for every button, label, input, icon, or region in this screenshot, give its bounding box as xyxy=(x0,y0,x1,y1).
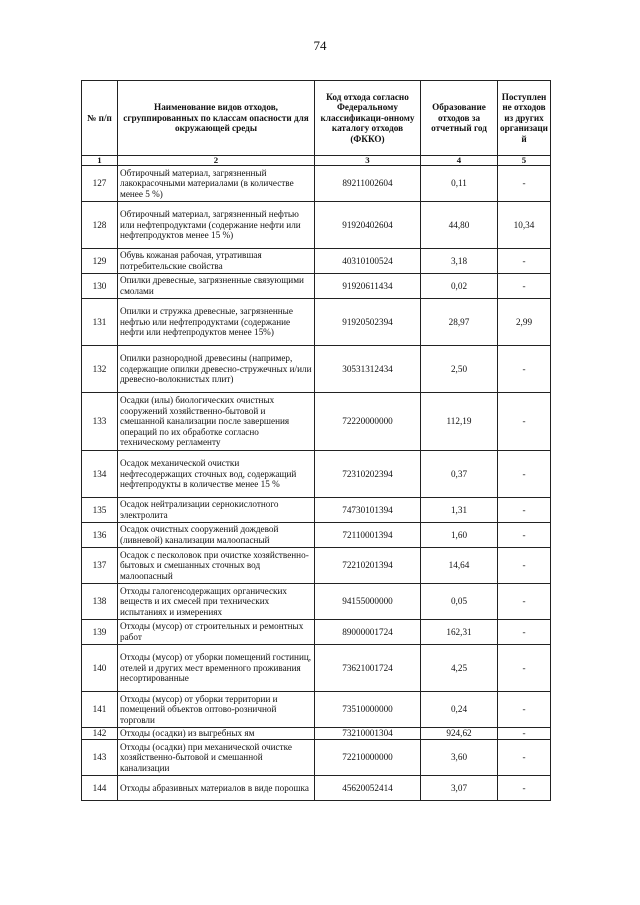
header-code: Код отхода согласно Федеральному классификаци-онному каталогу отходов (ФККО) xyxy=(315,81,421,156)
table-row xyxy=(82,166,551,202)
generated-amount: 3,07 xyxy=(421,776,498,801)
fkko-code: 94155000000 xyxy=(315,584,421,620)
fkko-code: 45620052414 xyxy=(315,776,421,801)
waste-name: Обувь кожаная рабочая, утратившая потребительские свойства xyxy=(118,249,315,274)
row-number: 134 xyxy=(82,451,118,498)
generated-amount: 0,11 xyxy=(421,166,498,202)
received-amount: - xyxy=(498,451,551,498)
fkko-code: 73510000000 xyxy=(315,692,421,728)
row-number: 128 xyxy=(82,202,118,249)
table-row xyxy=(82,393,551,451)
row-number: 142 xyxy=(82,728,118,740)
table-row xyxy=(82,584,551,620)
table-row xyxy=(82,692,551,728)
waste-name: Отходы (осадки) при механической очистке хозяйственно-бытовой и смешанной канализации xyxy=(118,740,315,776)
table-row xyxy=(82,346,551,393)
fkko-code: 74730101394 xyxy=(315,498,421,523)
waste-name: Осадки (илы) биологических очистных сооружений хозяйственно-бытовой и смешанной канализации после завершения операций по их обработке согласно техническому регламенту xyxy=(118,393,315,451)
column-number: 4 xyxy=(421,156,498,166)
received-amount: - xyxy=(498,620,551,645)
received-amount: - xyxy=(498,523,551,548)
generated-amount: 112,19 xyxy=(421,393,498,451)
fkko-code: 72220000000 xyxy=(315,393,421,451)
table-row xyxy=(82,776,551,801)
waste-name: Отходы (мусор) от строительных и ремонтных работ xyxy=(118,620,315,645)
table-row xyxy=(82,523,551,548)
generated-amount: 28,97 xyxy=(421,299,498,346)
waste-name: Осадок с песколовок при очистке хозяйственно-бытовых и смешанных сточных вод малоопасный xyxy=(118,548,315,584)
row-number: 136 xyxy=(82,523,118,548)
received-amount: - xyxy=(498,645,551,692)
received-amount: - xyxy=(498,346,551,393)
row-number: 144 xyxy=(82,776,118,801)
generated-amount: 3,60 xyxy=(421,740,498,776)
generated-amount: 0,37 xyxy=(421,451,498,498)
waste-name: Опилки древесные, загрязненные связующими смолами xyxy=(118,274,315,299)
fkko-code: 72210000000 xyxy=(315,740,421,776)
column-number: 1 xyxy=(82,156,118,166)
fkko-code: 40310100524 xyxy=(315,249,421,274)
waste-name: Отходы галогенсодержащих органических веществ и их смесей при технических испытаниях и измерениях xyxy=(118,584,315,620)
table-row xyxy=(82,249,551,274)
waste-name: Отходы абразивных материалов в виде порошка xyxy=(118,776,315,801)
waste-name: Опилки и стружка древесные, загрязненные нефтью или нефтепродуктами (содержание нефти или нефтепродуктов менее 15%) xyxy=(118,299,315,346)
header-received: Поступлен не отходов из других организаци й xyxy=(498,81,551,156)
waste-name: Осадок очистных сооружений дождевой (ливневой) канализации малоопасный xyxy=(118,523,315,548)
fkko-code: 91920402604 xyxy=(315,202,421,249)
received-amount: - xyxy=(498,692,551,728)
table-row xyxy=(82,451,551,498)
waste-name: Осадок нейтрализации сернокислотного электролита xyxy=(118,498,315,523)
generated-amount: 1,60 xyxy=(421,523,498,548)
generated-amount: 162,31 xyxy=(421,620,498,645)
fkko-code: 91920502394 xyxy=(315,299,421,346)
generated-amount: 0,02 xyxy=(421,274,498,299)
generated-amount: 2,50 xyxy=(421,346,498,393)
generated-amount: 44,80 xyxy=(421,202,498,249)
column-numbers-row xyxy=(82,156,551,166)
table-row xyxy=(82,299,551,346)
received-amount: - xyxy=(498,166,551,202)
fkko-code: 73210001304 xyxy=(315,728,421,740)
generated-amount: 4,25 xyxy=(421,645,498,692)
waste-name: Опилки разнородной древесины (например, содержащие опилки древесно-стружечных и/или древесно-волокнистых плит) xyxy=(118,346,315,393)
row-number: 131 xyxy=(82,299,118,346)
received-amount: - xyxy=(498,249,551,274)
received-amount: 10,34 xyxy=(498,202,551,249)
generated-amount: 1,31 xyxy=(421,498,498,523)
row-number: 140 xyxy=(82,645,118,692)
waste-table xyxy=(81,80,551,801)
fkko-code: 72310202394 xyxy=(315,451,421,498)
row-number: 130 xyxy=(82,274,118,299)
table-row xyxy=(82,620,551,645)
column-number: 3 xyxy=(315,156,421,166)
table-row xyxy=(82,548,551,584)
waste-name: Отходы (мусор) от уборки территории и помещений объектов оптово-розничной торговли xyxy=(118,692,315,728)
header-name: Наименование видов отходов, сгруппированных по классам опасности для окружающей среды xyxy=(118,81,315,156)
generated-amount: 0,05 xyxy=(421,584,498,620)
fkko-code: 30531312434 xyxy=(315,346,421,393)
page-number: 74 xyxy=(313,38,327,53)
received-amount: - xyxy=(498,498,551,523)
row-number: 132 xyxy=(82,346,118,393)
column-number: 5 xyxy=(498,156,551,166)
row-number: 135 xyxy=(82,498,118,523)
row-number: 129 xyxy=(82,249,118,274)
table-row xyxy=(82,274,551,299)
fkko-code: 89000001724 xyxy=(315,620,421,645)
generated-amount: 924,62 xyxy=(421,728,498,740)
table-row xyxy=(82,728,551,740)
row-number: 138 xyxy=(82,584,118,620)
fkko-code: 72210201394 xyxy=(315,548,421,584)
received-amount: - xyxy=(498,728,551,740)
header-row xyxy=(82,81,551,156)
table-row xyxy=(82,202,551,249)
waste-name: Отходы (осадки) из выгребных ям xyxy=(118,728,315,740)
received-amount: - xyxy=(498,584,551,620)
table-body xyxy=(82,166,551,801)
generated-amount: 3,18 xyxy=(421,249,498,274)
column-number: 2 xyxy=(118,156,315,166)
received-amount: 2,99 xyxy=(498,299,551,346)
row-number: 127 xyxy=(82,166,118,202)
waste-name: Осадок механической очистки нефтесодержащих сточных вод, содержащий нефтепродукты в количестве менее 15 % xyxy=(118,451,315,498)
received-amount: - xyxy=(498,740,551,776)
waste-name: Отходы (мусор) от уборки помещений гостиниц, отелей и других мест временного проживания несортированные xyxy=(118,645,315,692)
received-amount: - xyxy=(498,548,551,584)
received-amount: - xyxy=(498,776,551,801)
row-number: 133 xyxy=(82,393,118,451)
header-num: № п/п xyxy=(82,81,118,156)
table-row xyxy=(82,498,551,523)
row-number: 141 xyxy=(82,692,118,728)
row-number: 143 xyxy=(82,740,118,776)
fkko-code: 89211002604 xyxy=(315,166,421,202)
generated-amount: 0,24 xyxy=(421,692,498,728)
table-row xyxy=(82,645,551,692)
generated-amount: 14,64 xyxy=(421,548,498,584)
fkko-code: 73621001724 xyxy=(315,645,421,692)
fkko-code: 72110001394 xyxy=(315,523,421,548)
fkko-code: 91920611434 xyxy=(315,274,421,299)
waste-name: Обтирочный материал, загрязненный нефтью или нефтепродуктами (содержание нефти или нефтепродуктов менее 15 %) xyxy=(118,202,315,249)
waste-name: Обтирочный материал, загрязненный лакокрасочными материалами (в количестве менее 5 %) xyxy=(118,166,315,202)
header-generated: Образование отходов за отчетный год xyxy=(421,81,498,156)
table-row xyxy=(82,740,551,776)
received-amount: - xyxy=(498,393,551,451)
row-number: 139 xyxy=(82,620,118,645)
row-number: 137 xyxy=(82,548,118,584)
received-amount: - xyxy=(498,274,551,299)
